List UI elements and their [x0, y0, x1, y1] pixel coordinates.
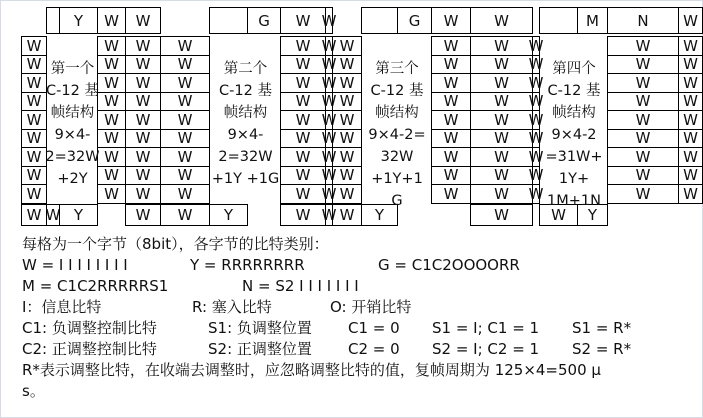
frame-structure-block	[535, 58, 613, 212]
frame-structure-line: 帧结构	[552, 105, 596, 121]
footer-byte-cell: W	[160, 204, 210, 226]
header-byte-cell	[361, 7, 398, 34]
header-byte-cell	[209, 7, 248, 34]
frame-byte-cell: W	[470, 166, 533, 186]
footer-byte-cell: W	[21, 204, 47, 226]
frame-byte-cell: W	[470, 129, 533, 149]
frame-byte-cell: W	[528, 166, 544, 185]
frame-structure-block	[357, 58, 437, 212]
legend	[22, 234, 631, 402]
header-byte-cell: G	[247, 7, 281, 34]
frame-byte-cell: W	[280, 166, 326, 186]
frame-byte-cell: W	[431, 166, 471, 186]
s1-info-c1-one: S1 = I; C1 = 1	[432, 319, 540, 337]
frame-byte-cell: W	[431, 55, 471, 75]
s2-stuff: S2 = R*	[572, 340, 632, 358]
frame-byte-cell: W	[332, 73, 362, 93]
frame-byte-cell: W	[160, 184, 210, 204]
frame-byte-cell: W	[332, 147, 362, 167]
frame-byte-cell: W	[431, 184, 471, 204]
frame-structure-line: +2Y	[57, 171, 88, 187]
footer-byte-cell: W	[332, 204, 362, 226]
c2-zero: C2 = 0	[348, 340, 400, 358]
footer-byte-cell: W	[470, 204, 533, 226]
frame-byte-cell: W	[21, 166, 47, 186]
frame-byte-cell: W	[332, 129, 362, 149]
frame-byte-cell: W	[125, 110, 161, 130]
m-definition: M = C1C2RRRRRS1	[22, 277, 169, 295]
frame-byte-cell: W	[431, 73, 471, 93]
footer-byte-cell: Y	[361, 204, 398, 226]
frame-byte-cell: W	[21, 110, 47, 130]
frame-byte-cell: W	[97, 36, 126, 56]
frame-byte-cell: W	[125, 129, 161, 149]
frame-byte-cell: W	[97, 184, 126, 204]
header-byte-cell	[539, 7, 578, 34]
frame-byte-cell: W	[125, 36, 161, 56]
legend-note: R*表示调整比特，在收端去调整时，应忽略调整比特的值，复帧周期为 125×4=500 μ	[22, 361, 601, 379]
frame-byte-cell: W	[321, 147, 337, 166]
footer-byte-cell: W	[321, 206, 337, 224]
frame-byte-cell: W	[470, 55, 533, 75]
frame-byte-cell: W	[321, 36, 337, 55]
header-byte-cell: M	[577, 7, 608, 34]
footer-byte-cell: W	[280, 204, 326, 226]
frame-byte-cell: W	[280, 36, 326, 56]
frame-structure-line: 第四个	[552, 61, 596, 77]
legend-c2-line	[22, 339, 631, 360]
frame-byte-cell: W	[280, 110, 326, 130]
frame-byte-cell: W	[607, 36, 679, 56]
frame-byte-cell: W	[280, 184, 326, 204]
frame-byte-cell: W	[607, 92, 679, 112]
frame-byte-cell: W	[321, 166, 337, 185]
frame-byte-cell: W	[332, 110, 362, 130]
frame-byte-cell: W	[125, 92, 161, 112]
frame-byte-cell: W	[97, 92, 126, 112]
frame-byte-cell: W	[280, 129, 326, 149]
frame-structure-line: C-12 基	[46, 83, 99, 99]
frame-byte-cell: W	[280, 73, 326, 93]
frame-byte-cell: W	[125, 166, 161, 186]
frame-byte-cell: W	[431, 129, 471, 149]
frame-byte-cell: W	[470, 110, 533, 130]
header-byte-cell: G	[397, 7, 432, 34]
frame-byte-cell: W	[321, 129, 337, 148]
frame-structure-line: 9×4-	[54, 127, 91, 143]
frame-byte-cell: W	[678, 166, 703, 186]
frame-structure-line: +1Y+1	[371, 171, 423, 187]
frame-byte-cell: W	[607, 129, 679, 149]
frame-byte-cell: W	[21, 147, 47, 167]
frame-byte-cell: W	[97, 110, 126, 130]
frame-structure-line: 32W	[380, 149, 414, 165]
frame-byte-cell: W	[607, 110, 679, 130]
frame-structure-line: 1Y+	[558, 171, 590, 187]
frame-structure-line: 第二个	[223, 61, 268, 77]
frame-byte-cell: W	[160, 73, 210, 93]
frame-byte-cell: W	[97, 166, 126, 186]
frame-structure-line: C-12 基	[547, 83, 601, 99]
header-byte-cell: W	[678, 7, 703, 34]
frame-byte-cell: W	[125, 147, 161, 167]
frame-byte-cell: W	[528, 147, 544, 166]
frame-structure-line: C-12 基	[219, 83, 272, 99]
frame-byte-cell: W	[125, 55, 161, 75]
frame-structure-line: 9×4-	[227, 127, 264, 143]
frame-byte-cell: W	[332, 184, 362, 204]
legend-c1-line	[22, 318, 631, 339]
frame-structure-line: +1Y +1G	[211, 171, 280, 187]
frame-byte-cell: W	[280, 55, 326, 75]
frame-byte-cell: W	[280, 92, 326, 112]
frame-byte-cell: W	[21, 73, 47, 93]
frame-byte-cell: W	[332, 36, 362, 56]
frame-byte-cell: W	[470, 36, 533, 56]
r-definition: R: 塞入比特	[192, 298, 272, 316]
header-byte-cell: W	[125, 7, 161, 34]
frame-byte-cell: W	[97, 55, 126, 75]
frame-byte-cell: W	[607, 166, 679, 186]
frame-byte-cell: W	[125, 73, 161, 93]
header-byte-cell: Y	[59, 7, 98, 34]
s2-info-c2-one: S2 = I; C2 = 1	[432, 340, 540, 358]
frame-byte-cell: W	[280, 147, 326, 167]
o-definition: O: 开销比特	[330, 298, 412, 316]
frame-structure-line: 帧结构	[223, 105, 268, 121]
legend-intro: 每格为一个字节（8bit），各字节的比特类别：	[22, 235, 329, 253]
frame-byte-cell: W	[332, 166, 362, 186]
frame-byte-cell: W	[160, 55, 210, 75]
frame-structure-line: G	[391, 193, 403, 209]
n-definition: N = S2 I I I I I I I	[242, 277, 359, 295]
y-definition: Y = RRRRRRRR	[190, 256, 305, 274]
frame-byte-cell: W	[431, 36, 471, 56]
frame-byte-cell: W	[678, 147, 703, 167]
frame-byte-cell: W	[528, 73, 544, 92]
frame-structure-block	[205, 58, 286, 190]
c2-definition: C2: 正调整控制比特	[22, 340, 157, 358]
frame-byte-cell: W	[607, 147, 679, 167]
footer-byte-cell: W	[539, 204, 578, 226]
s1-stuff: S1 = R*	[572, 319, 632, 337]
frame-structure-line: 帧结构	[375, 105, 419, 121]
frame-byte-cell: W	[470, 73, 533, 93]
frame-structure-line: 1M+1N	[547, 193, 601, 209]
legend-wyg-line	[22, 255, 631, 276]
frame-byte-cell: W	[470, 184, 533, 204]
header-byte-cell: N	[607, 7, 679, 34]
frame-byte-cell: W	[607, 55, 679, 75]
frame-byte-cell: W	[97, 73, 126, 93]
frame-byte-cell: W	[160, 110, 210, 130]
footer-byte-cell: W	[125, 204, 161, 226]
frame-byte-cell: W	[431, 110, 471, 130]
frame-byte-cell: W	[528, 184, 544, 203]
frame-byte-cell: W	[332, 92, 362, 112]
frame-byte-cell: W	[678, 184, 703, 204]
w-definition: W = I I I I I I I I	[22, 256, 128, 274]
frame-byte-cell: W	[160, 147, 210, 167]
frame-structure-block	[42, 58, 103, 190]
frame-structure-line: 第三个	[375, 61, 419, 77]
frame-byte-cell: W	[528, 129, 544, 148]
frame-byte-cell: W	[470, 147, 533, 167]
g-definition: G = C1C2OOOORR	[378, 256, 520, 274]
frame-byte-cell: W	[125, 184, 161, 204]
frame-byte-cell: W	[678, 73, 703, 93]
frame-byte-cell: W	[21, 129, 47, 149]
header-byte-cell: W	[280, 7, 326, 34]
frame-byte-cell: W	[321, 73, 337, 92]
frame-byte-cell: W	[678, 92, 703, 112]
frame-structure-line: 2=32W	[45, 149, 100, 165]
frame-byte-cell: W	[321, 110, 337, 129]
frame-byte-cell: W	[678, 36, 703, 56]
frame-byte-cell: W	[21, 92, 47, 112]
frame-byte-cell: W	[528, 92, 544, 111]
frame-byte-cell: W	[321, 92, 337, 111]
frame-byte-cell: W	[607, 73, 679, 93]
frame-byte-cell: W	[97, 147, 126, 167]
frame-structure-line: 帧结构	[50, 105, 95, 121]
frame-byte-cell: W	[160, 92, 210, 112]
c1-zero: C1 = 0	[348, 319, 400, 337]
footer-byte-cell: Y	[59, 204, 98, 226]
frame-byte-cell: W	[97, 129, 126, 149]
frame-byte-cell: W	[431, 92, 471, 112]
frame-structure-line: 2=32W	[218, 149, 273, 165]
c1-definition: C1: 负调整控制比特	[22, 319, 157, 337]
frame-byte-cell: W	[528, 55, 544, 74]
frame-byte-cell: W	[678, 129, 703, 149]
footer-byte-cell: Y	[209, 204, 248, 226]
frame-byte-cell: W	[160, 36, 210, 56]
s2-definition: S2: 正调整位置	[208, 340, 312, 358]
frame-structure-line: 9×4-2=	[368, 127, 426, 143]
frame-byte-cell: W	[528, 36, 544, 55]
frame-structure-line: C-12 基	[370, 83, 424, 99]
frame-structure-line: 第一个	[50, 61, 95, 77]
s1-definition: S1: 负调整位置	[208, 319, 312, 337]
header-byte-cell	[46, 7, 60, 34]
frame-byte-cell: W	[678, 55, 703, 75]
frame-structure-line: 9×4-2	[551, 127, 597, 143]
legend-note-end: s。	[22, 382, 45, 400]
i-definition: I：信息比特	[22, 298, 102, 316]
frame-byte-cell: W	[332, 55, 362, 75]
frame-byte-cell: W	[21, 36, 47, 56]
frame-byte-cell: W	[160, 129, 210, 149]
frame-byte-cell: W	[607, 184, 679, 204]
header-byte-cell: W	[325, 7, 333, 34]
footer-byte-cell: W	[45, 206, 61, 224]
frame-byte-cell: W	[528, 110, 544, 129]
frame-byte-cell: W	[160, 166, 210, 186]
frame-byte-cell: W	[321, 55, 337, 74]
header-byte-cell: W	[470, 7, 533, 34]
frame-structure-line: =31W+	[545, 149, 603, 165]
footer-byte-cell: Y	[577, 204, 608, 226]
frame-byte-cell: W	[470, 92, 533, 112]
header-byte-cell: W	[431, 7, 471, 34]
header-byte-cell: W	[97, 7, 126, 34]
frame-byte-cell: W	[21, 55, 47, 75]
frame-byte-cell: W	[431, 147, 471, 167]
frame-byte-cell: W	[321, 184, 337, 203]
frame-byte-cell: W	[678, 110, 703, 130]
legend-mn-line	[22, 276, 631, 297]
frame-byte-cell: W	[21, 184, 47, 204]
legend-iro-line	[22, 297, 631, 318]
